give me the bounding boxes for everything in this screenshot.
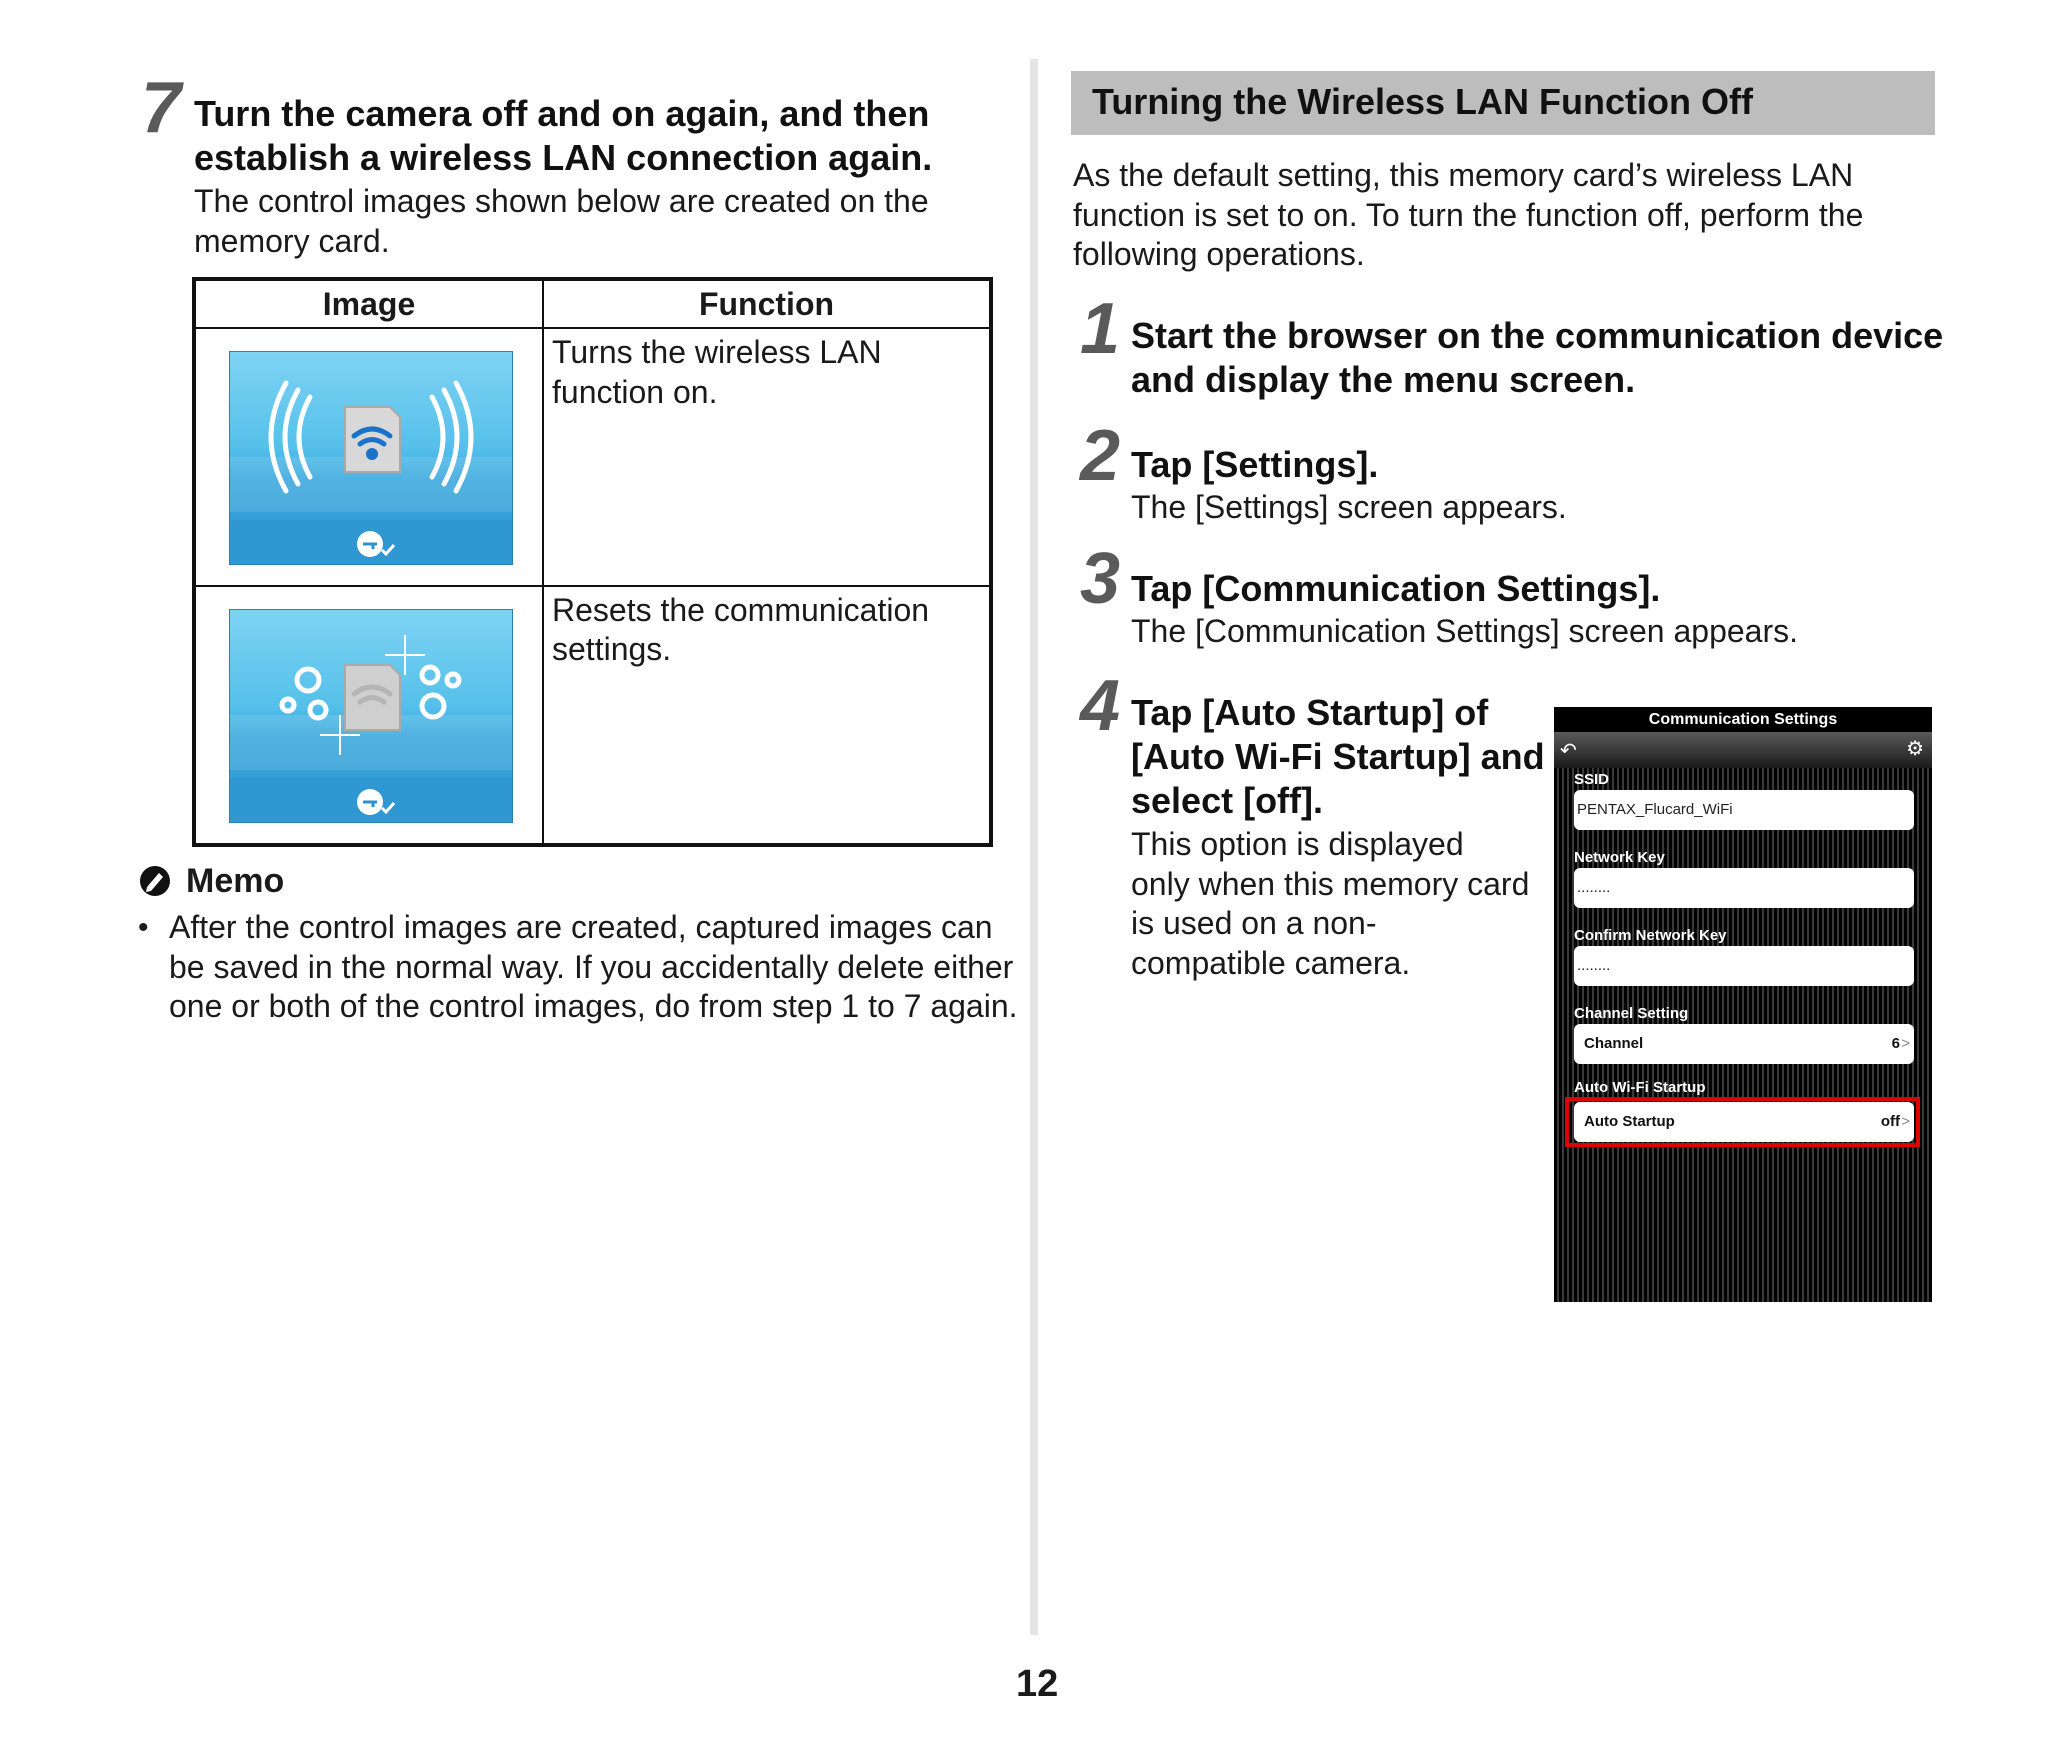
table-header-image: Image bbox=[194, 279, 543, 328]
table-cell-image bbox=[194, 328, 543, 586]
step-heading: Tap [Communication Settings]. bbox=[1131, 568, 1661, 609]
section-title: Turning the Wireless LAN Function Off bbox=[1092, 81, 1753, 122]
memo-text: After the control images are created, captured images can be saved in the normal way. If you accidentally delete either one or both of the control images, do from step 1 to 7 again. bbox=[169, 909, 1018, 1024]
communication-settings-screenshot bbox=[1554, 707, 1932, 1302]
ssid-field[interactable]: PENTAX_Flucard_WiFi bbox=[1574, 790, 1914, 830]
page-number: 12 bbox=[1016, 1663, 1059, 1705]
back-arrow-icon[interactable]: ↶ bbox=[1560, 740, 1577, 762]
step-number: 4 bbox=[1080, 666, 1121, 746]
confirm-network-key-field[interactable]: ........ bbox=[1574, 946, 1914, 986]
control-images-table bbox=[192, 277, 993, 847]
step-heading: Start the browser on the communication device and display the menu screen. bbox=[1131, 315, 1944, 400]
screen-toolbar bbox=[1554, 732, 1932, 768]
step-heading: Tap [Auto Startup] of [Auto Wi-Fi Startup] and select [off]. bbox=[1131, 692, 1545, 821]
gear-icon[interactable]: ⚙ bbox=[1906, 738, 1924, 760]
step-number: 7 bbox=[141, 68, 182, 148]
screen-title: Communication Settings bbox=[1554, 707, 1932, 732]
step-number: 3 bbox=[1080, 539, 1121, 619]
network-key-label: Network Key bbox=[1574, 849, 1665, 866]
step-body: The [Communication Settings] screen appears. bbox=[1131, 613, 1798, 649]
reset-settings-icon bbox=[229, 609, 513, 823]
memo-title: Memo bbox=[186, 862, 285, 900]
network-key-field[interactable]: ........ bbox=[1574, 868, 1914, 908]
channel-setting-label: Channel Setting bbox=[1574, 1005, 1689, 1022]
table-cell-function: Turns the wireless LAN function on. bbox=[543, 328, 991, 586]
table-cell-image bbox=[194, 586, 543, 845]
bullet: • bbox=[138, 911, 149, 944]
step-body: The control images shown below are created on the memory card. bbox=[194, 183, 929, 259]
table-row bbox=[194, 586, 991, 845]
step-number: 1 bbox=[1080, 289, 1121, 369]
auto-wifi-startup-label: Auto Wi-Fi Startup bbox=[1574, 1079, 1706, 1096]
step-heading: Turn the camera off and on again, and then establish a wireless LAN connection again. bbox=[194, 93, 933, 178]
channel-row[interactable] bbox=[1574, 1024, 1914, 1064]
wireless-lan-on-icon bbox=[229, 351, 513, 565]
channel-label: Channel bbox=[1584, 1035, 1644, 1052]
step-body: The [Settings] screen appears. bbox=[1131, 489, 1567, 525]
channel-value: 6 bbox=[1891, 1035, 1900, 1052]
column-divider bbox=[1030, 59, 1038, 1635]
memo-icon bbox=[139, 865, 171, 897]
step-body: This option is displayed only when this memory card is used on a non-compatible camera. bbox=[1131, 826, 1530, 981]
section-intro: As the default setting, this memory card’s wireless LAN function is set to on. To turn the function off, perform the following operations. bbox=[1073, 157, 1864, 272]
table-row bbox=[194, 328, 991, 586]
table-header-row bbox=[194, 279, 991, 328]
chevron-right-icon: > bbox=[1901, 1035, 1910, 1052]
confirm-network-key-label: Confirm Network Key bbox=[1574, 927, 1727, 944]
step-heading: Tap [Settings]. bbox=[1131, 444, 1379, 485]
auto-startup-value: off bbox=[1880, 1113, 1900, 1130]
table-cell-function: Resets the communication settings. bbox=[543, 586, 991, 845]
step-number: 2 bbox=[1080, 416, 1121, 496]
highlight-box bbox=[1565, 1097, 1920, 1147]
auto-startup-label: Auto Startup bbox=[1584, 1113, 1675, 1130]
chevron-right-icon: > bbox=[1901, 1113, 1910, 1130]
ssid-label: SSID bbox=[1574, 771, 1610, 788]
table-header-function: Function bbox=[543, 279, 991, 328]
